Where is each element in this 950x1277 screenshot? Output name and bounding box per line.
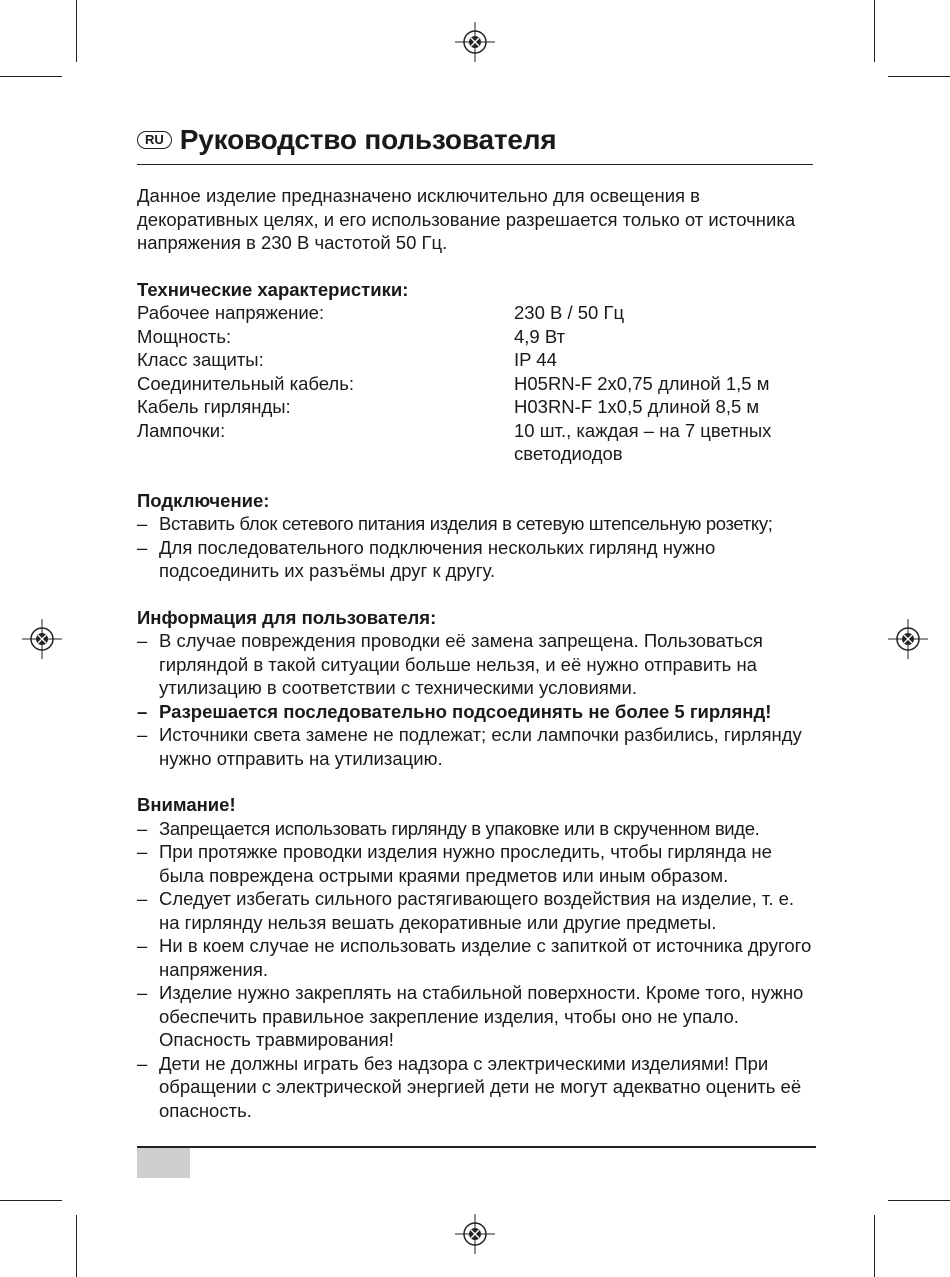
spec-value: IP 44 [514,349,557,370]
spec-label: Лампочки: [137,419,226,441]
list-item: – Для последовательного подключения нескольких гирлянд нужно подсоединить их разъёмы друг к другу. [137,536,817,583]
user-info-heading: Информация для пользователя: [137,606,437,628]
connection-list [137,512,817,583]
page-header [137,124,813,165]
crop-mark-top-right-h [888,76,950,77]
list-item: – Запрещается использовать гирлянду в упаковке или в скрученном виде. [137,817,817,841]
user-info-list [137,629,817,770]
warning-list [137,817,817,1123]
crop-mark-top-left-v [76,0,77,62]
connection-heading: Подключение: [137,489,270,511]
footer-divider [137,1146,816,1148]
crop-mark-top-right-v [874,0,875,62]
registration-mark-icon [888,619,928,659]
spec-label: Мощность: [137,325,232,347]
spec-value: H05RN-F 2x0,75 длиной 1,5 м [514,372,770,394]
crop-mark-bottom-left-v [76,1215,77,1277]
warning-heading: Внимание! [137,794,236,815]
crop-mark-bottom-right-v [874,1215,875,1277]
language-badge: RU [137,131,172,149]
specs-table [137,301,817,466]
registration-mark-icon [22,619,62,659]
spec-value: 230 В / 50 Гц [514,302,625,323]
intro-paragraph: Данное изделие предназначено исключительно для освещения в декоративных целях, и его использование разрешается только от источника напряжения в 230 В частотой 50 Гц. [137,185,796,253]
registration-mark-icon [455,22,495,62]
spec-label: Класс защиты: [137,349,264,370]
list-item: – Вставить блок сетевого питания изделия в сетевую штепсельную розетку; [137,512,817,536]
spec-value: H03RN-F 1x0,5 длиной 8,5 м [514,396,760,417]
crop-mark-bottom-left-h [0,1200,62,1201]
list-item: – Источники света замене не подлежат; если лампочки разбились, гирлянду нужно отправить на утилизацию. [137,723,817,770]
crop-mark-top-left-h [0,76,62,77]
spec-value: 4,9 Вт [514,325,566,347]
page-number-box [137,1148,190,1178]
registration-mark-icon [455,1214,495,1254]
spec-label: Рабочее напряжение: [137,302,325,323]
spec-label: Кабель гирлянды: [137,396,291,417]
list-item: – Ни в коем случае не использовать изделие с запиткой от источника другого напряжения. [137,934,817,981]
list-item-emphasis: – Разрешается последовательно подсоединять не более 5 гирлянд! [137,700,817,724]
page-title: Руководство пользователя [179,124,557,155]
list-item: – При протяжке проводки изделия нужно проследить, чтобы гирлянда не была повреждена острыми краями предметов или иным образом. [137,840,817,887]
list-item: – Следует избегать сильного растягивающего воздействия на изделие, т. е. на гирлянду нельзя вешать декоративные или другие предметы. [137,887,817,934]
specs-heading: Технические характеристики: [137,278,409,300]
spec-value: 10 шт., каждая – на 7 цветных светодиодов [514,419,772,464]
list-item: – Изделие нужно закреплять на стабильной поверхности. Кроме того, нужно обеспечить правильное закрепление изделия, чтобы оно не упало. Опасность травмирования! [137,981,817,1052]
spec-label: Соединительный кабель: [137,372,354,394]
crop-mark-bottom-right-h [888,1200,950,1201]
list-item: – В случае повреждения проводки её замена запрещена. Пользоваться гирляндой в такой ситуации больше нельзя, и её нужно отправить на утилизацию в соответствии с техническими условиями. [137,629,817,700]
list-item: – Дети не должны играть без надзора с электрическими изделиями! При обращении с электрической энергией дети не могут адекватно оценить её опасность. [137,1052,817,1123]
manual-content [137,184,817,1122]
